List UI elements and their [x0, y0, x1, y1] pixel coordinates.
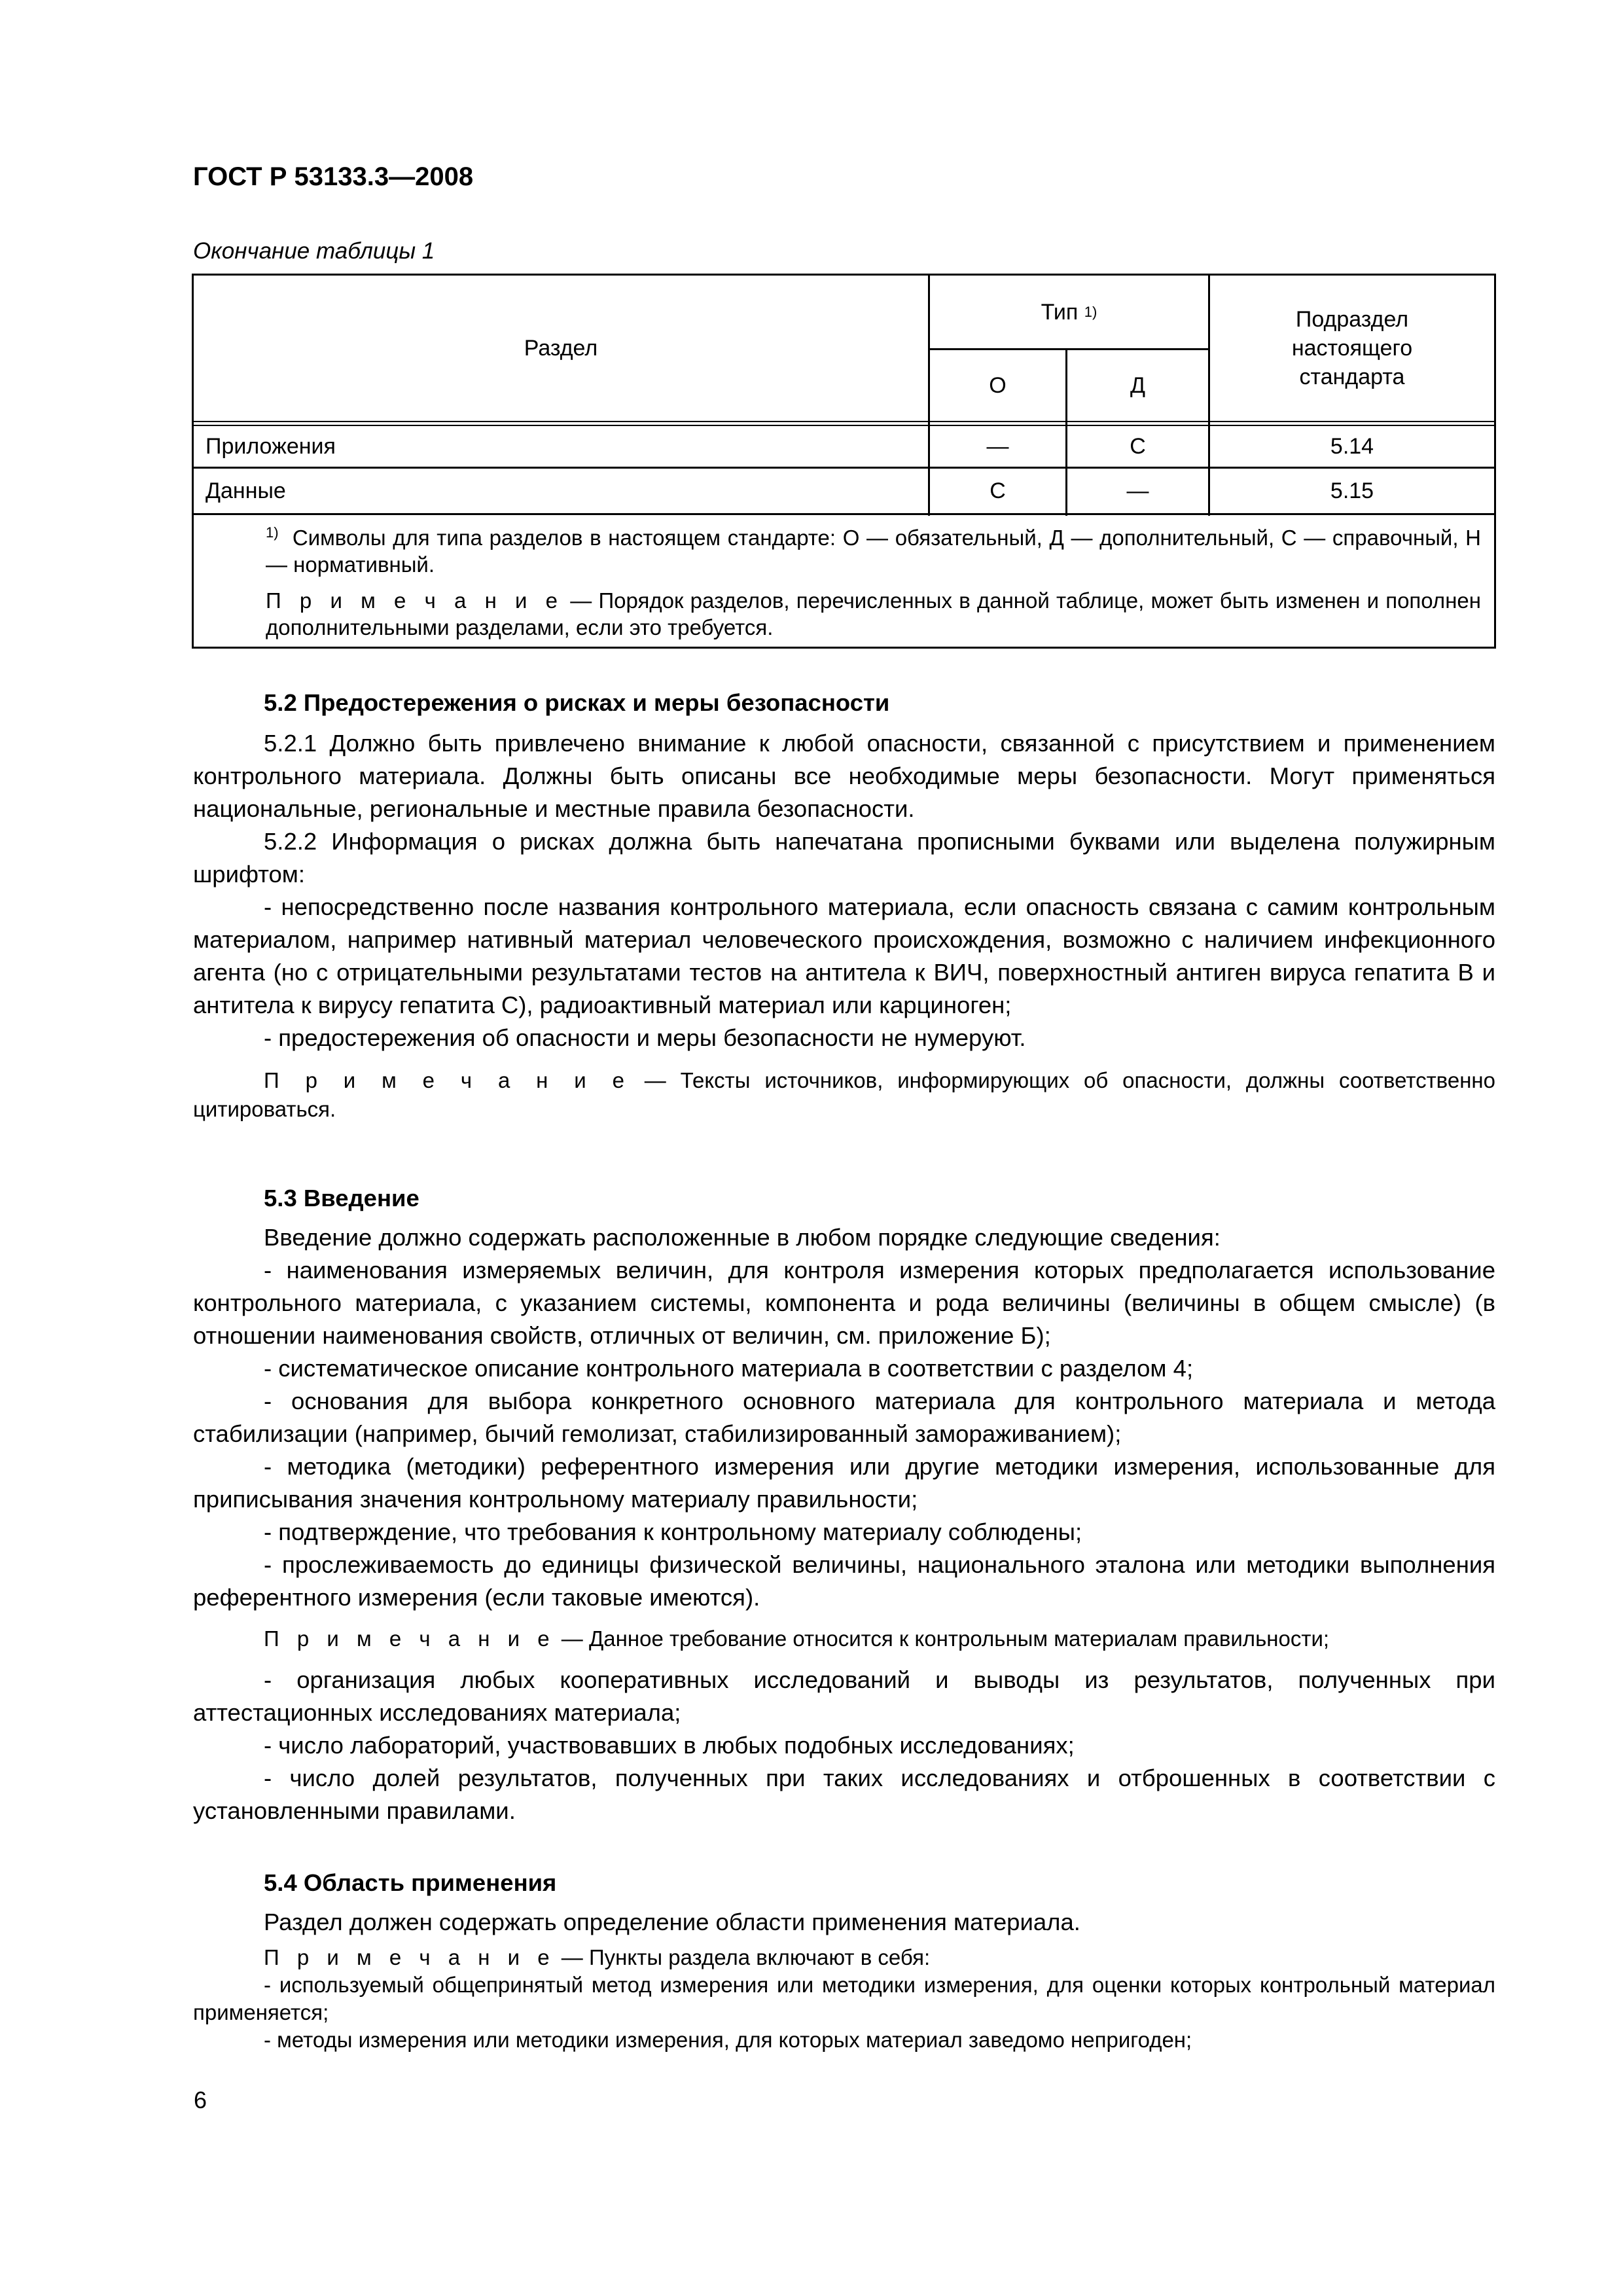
list-item: - число долей результатов, полученных при таких исследованиях и отброшенных в соответствии с установленными правилами.	[193, 1765, 1495, 1824]
list-item: - основания для выбора конкретного основного материала для контрольного материала и метода стабилизации (например, бычий гемолизат, стабилизированный замораживанием);	[193, 1388, 1495, 1447]
row-1-section: Приложения	[205, 434, 336, 459]
row-1-d: С	[1130, 434, 1146, 459]
row-1-subsection: 5.14	[1330, 434, 1374, 459]
header-subsection: Подраздел настоящего стандарта	[1291, 307, 1413, 389]
note-5-4	[193, 1944, 1495, 1971]
heading-5-4: 5.4 Область применения	[264, 1869, 557, 1896]
list-item: - наименования измеряемых величин, для контроля измерения которых предполагается использование контрольного материала, с указанием системы, компонента и рода величины (величины в общем смысле) (в отношении наименования свойств, отличных от величин, см. приложение Б);	[193, 1257, 1495, 1349]
note-text: — Пункты раздела включают в себя:	[555, 1945, 931, 1969]
table-note	[207, 587, 1481, 641]
note-label: П р и м е ч а н и е	[264, 1068, 630, 1092]
header-type-o: О	[989, 373, 1007, 398]
paragraph-5-2-1: 5.2.1 Должно быть привлечено внимание к любой опасности, связанной с присутствием и применением контрольного материала. Должны быть описаны все необходимые меры безопасности. Могут применяться национальные, региональные и местные правила безопасности.	[193, 730, 1495, 822]
note-text: — Тексты источников, информирующих об опасности, должны соответственно цитироваться.	[193, 1068, 1495, 1121]
document-code: ГОСТ Р 53133.3—2008	[193, 162, 474, 191]
list-item: - организация любых кооперативных исследований и выводы из результатов, полученных при аттестационных исследованиях материала;	[193, 1666, 1495, 1726]
note-5-3	[193, 1624, 1495, 1653]
row-2-section: Данные	[205, 478, 286, 503]
list-item: - число лабораторий, участвовавших в любых подобных исследованиях;	[264, 1732, 1075, 1759]
list-item: - прослеживаемость до единицы физической величины, национального эталона или методики выполнения референтного измерения (если таковые имеются).	[193, 1551, 1495, 1611]
note-text: — Порядок разделов, перечисленных в данной таблице, может быть изменен и пополнен дополнительными разделами, если это требуется.	[266, 588, 1481, 639]
header-type-label: Тип	[1041, 299, 1079, 325]
list-item: - предостережения об опасности и меры безопасности не нумеруют.	[264, 1024, 1026, 1051]
table-footnote	[207, 524, 1481, 578]
note-label: П р и м е ч а н и е	[264, 1626, 556, 1651]
row-1-o: —	[986, 434, 1009, 459]
header-type: Тип 1)	[930, 276, 1208, 348]
paragraph-5-2-2: 5.2.2 Информация о рисках должна быть напечатана прописными буквами или выделена полужирным шрифтом:	[193, 828, 1495, 888]
note-list-item: - методы измерения или методики измерения, для которых материал заведомо непригоден;	[264, 2028, 1192, 2052]
row-2-o: С	[990, 478, 1006, 503]
heading-5-3: 5.3 Введение	[264, 1185, 419, 1211]
note-text: — Данное требование относится к контрольным материалам правильности;	[555, 1626, 1330, 1651]
footnote-text: Символы для типа разделов в настоящем стандарте: О — обязательный, Д — дополнительный, С — справочный, Н — нормативный.	[266, 526, 1481, 577]
list-item: - подтверждение, что требования к контрольному материалу соблюдены;	[264, 1518, 1082, 1545]
section-5-4	[193, 1867, 1495, 2054]
note-label: П р и м е ч а н и е	[266, 588, 564, 613]
header-section: Раздел	[524, 336, 598, 361]
footnote-mark: 1)	[266, 524, 279, 541]
section-5-3	[193, 1182, 1495, 1827]
page-number: 6	[194, 2087, 207, 2113]
row-2-subsection: 5.15	[1330, 478, 1374, 503]
heading-5-2: 5.2 Предостережения о рисках и меры безопасности	[264, 689, 890, 716]
table-caption: Окончание таблицы 1	[193, 238, 435, 264]
table-1	[192, 274, 1496, 649]
list-item: - систематическое описание контрольного материала в соответствии с разделом 4;	[264, 1355, 1194, 1382]
note-label: П р и м е ч а н и е	[264, 1945, 556, 1969]
section-5-2	[193, 687, 1495, 1124]
note-list-item: - используемый общепринятый метод измерения или методики измерения, для оценки которых контрольный материал применяется;	[193, 1973, 1495, 2024]
body-footnote-divider	[194, 513, 1494, 515]
header-double-line-1	[194, 421, 1494, 422]
note-5-2	[193, 1066, 1495, 1124]
intro-5-4: Раздел должен содержать определение области применения материала.	[264, 1909, 1080, 1935]
intro-5-3: Введение должно содержать расположенные в любом порядке следующие сведения:	[264, 1224, 1221, 1251]
row-2-d: —	[1126, 478, 1149, 503]
header-type-d: Д	[1130, 373, 1146, 398]
list-item: - непосредственно после названия контрольного материала, если опасность связана с самим контрольным материалом, например нативный материал человеческого происхождения, возможно с наличием инфекционного агента (но с отрицательными результатами тестов на антитела к ВИЧ, поверхностный антиген вируса гепатита В и антитела к вирусу гепатита С), радиоактивный материал или карциноген;	[193, 893, 1495, 1018]
list-item: - методика (методики) референтного измерения или другие методики измерения, использованные для приписывания значения контрольному материалу правильности;	[193, 1453, 1495, 1513]
